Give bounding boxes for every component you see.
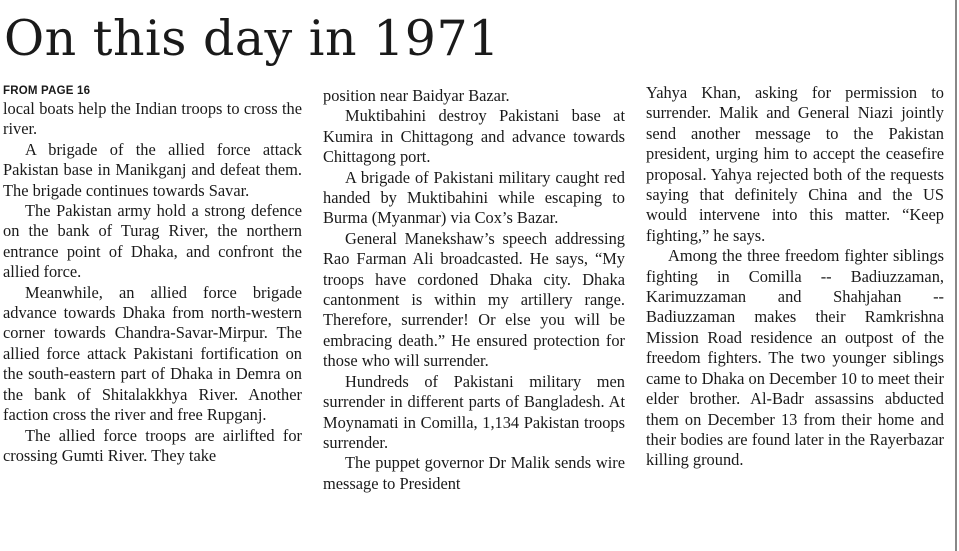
headline: On this day in 1971 — [4, 10, 500, 67]
paragraph: A brigade of the allied force attack Pakistan base in Manikganj and defeat them. The brigade continues towards Savar. — [3, 139, 302, 200]
paragraph: Among the three freedom fighter siblings fighting in Comilla -- Badiuzzaman, Karimuzzaman and Shahjahan -- Badiuzzaman makes their Ramkrishna Mission Road residence an outpost of the freedom fighters. The two younger siblings came to Dhaka on December 10 to meet their elder brother. Al-Badr assassins abducted them on December 13 from their home and their bodies are found later in the Rayerbazar killing ground. — [646, 246, 944, 470]
article-column-1 — [3, 83, 302, 466]
paragraph: The Pakistan army hold a strong defence on the bank of Turag River, the northern entrance point of Dhaka, and confront the allied force. — [3, 201, 302, 282]
paragraph: The allied force troops are airlifted for crossing Gumti River. They take — [3, 425, 302, 465]
article-column-2 — [323, 86, 625, 494]
paragraph: Yahya Khan, asking for permission to surrender. Malik and General Niazi jointly send another message to the Pakistan president, urging him to accept the ceasefire proposal. Yahya rejected both of the requests saying that definitely China and the US would intervene into this matter. “Keep fighting,” he says. — [646, 83, 944, 245]
article-column-3 — [646, 83, 944, 471]
paragraph: General Manekshaw’s speech addressing Rao Farman Ali broadcasted. He says, “My troops have cordoned Dhaka city. Dhaka cantonment is within my artillery range. Therefore, surrender! Or else you will be embracing death.” He ensured protection for those who will surrender. — [323, 228, 625, 371]
page-edge-rule — [955, 0, 957, 551]
paragraph: local boats help the Indian troops to cross the river. — [3, 99, 302, 139]
paragraph: Muktibahini destroy Pakistani base at Kumira in Chittagong and advance towards Chittagong port. — [323, 106, 625, 167]
paragraph: Meanwhile, an allied force brigade advance towards Dhaka from north-western corner towards Chandra-Savar-Mirpur. The allied force attack Pakistani fortification on the south-eastern part of Dhaka in Demra on the bank of Shitalakkhya River. Another faction cross the river and free Rupganj. — [3, 282, 302, 425]
paragraph: A brigade of Pakistani military caught red handed by Muktibahini while escaping to Burma (Myanmar) via Cox’s Bazar. — [323, 167, 625, 228]
paragraph: position near Baidyar Bazar. — [323, 86, 510, 105]
paragraph: The puppet governor Dr Malik sends wire message to President — [323, 453, 625, 493]
paragraph: Hundreds of Pakistani military men surrender in different parts of Bangladesh. At Moynamati in Comilla, 1,134 Pakistan troops surrender. — [323, 371, 625, 452]
continuation-kicker: FROM PAGE 16 — [3, 85, 91, 97]
